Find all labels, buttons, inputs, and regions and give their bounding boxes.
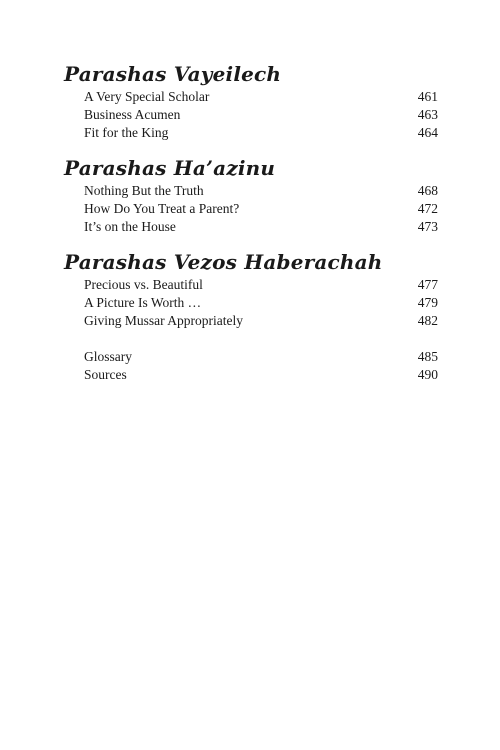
entry-page-number: 472 — [417, 201, 438, 216]
section-title: Parashas Vezos Haberachah — [64, 250, 383, 274]
section-title: Parashas Vayeilech — [64, 62, 282, 86]
toc-entry-sources[interactable] — [64, 366, 438, 384]
section-vezos-haberachah — [64, 248, 438, 330]
entry-page-number: 473 — [417, 219, 438, 234]
toc-entry[interactable] — [64, 88, 438, 106]
toc-entry[interactable] — [64, 294, 438, 312]
entry-title: Fit for the King — [84, 125, 169, 140]
section-spacer — [64, 236, 438, 248]
entry-title: A Picture Is Worth … — [84, 295, 202, 310]
entry-page-number: 477 — [417, 277, 438, 292]
entry-page-number: 490 — [417, 367, 438, 382]
section-title: Parashas Ha’azinu — [64, 156, 276, 180]
entry-page-number: 461 — [417, 89, 438, 104]
toc-entry[interactable] — [64, 276, 438, 294]
toc-entry[interactable] — [64, 124, 438, 142]
entry-page-number: 479 — [417, 295, 438, 310]
entry-title: Giving Mussar Appropriately — [84, 313, 243, 328]
entry-title: Nothing But the Truth — [84, 183, 204, 198]
entry-title: Business Acumen — [84, 107, 181, 122]
entry-page-number: 485 — [417, 349, 438, 364]
entry-title: Sources — [84, 367, 127, 382]
toc-entry[interactable] — [64, 312, 438, 330]
entry-title: How Do You Treat a Parent? — [84, 201, 240, 216]
back-matter — [64, 348, 438, 384]
toc-entry[interactable] — [64, 218, 438, 236]
entry-title: Precious vs. Beautiful — [84, 277, 203, 292]
section-haazinu — [64, 154, 438, 236]
entry-page-number: 464 — [417, 125, 438, 140]
entry-title: A Very Special Scholar — [84, 89, 210, 104]
table-of-contents — [64, 60, 438, 384]
entry-page-number: 468 — [417, 183, 438, 198]
toc-entry[interactable] — [64, 182, 438, 200]
toc-entry-glossary[interactable] — [64, 348, 438, 366]
section-vayeilech — [64, 60, 438, 142]
entry-title: It’s on the House — [84, 219, 176, 234]
entry-page-number: 482 — [417, 313, 438, 328]
entry-page-number: 463 — [417, 107, 438, 122]
toc-entry[interactable] — [64, 106, 438, 124]
toc-entry[interactable] — [64, 200, 438, 218]
entry-title: Glossary — [84, 349, 132, 364]
section-spacer — [64, 142, 438, 154]
